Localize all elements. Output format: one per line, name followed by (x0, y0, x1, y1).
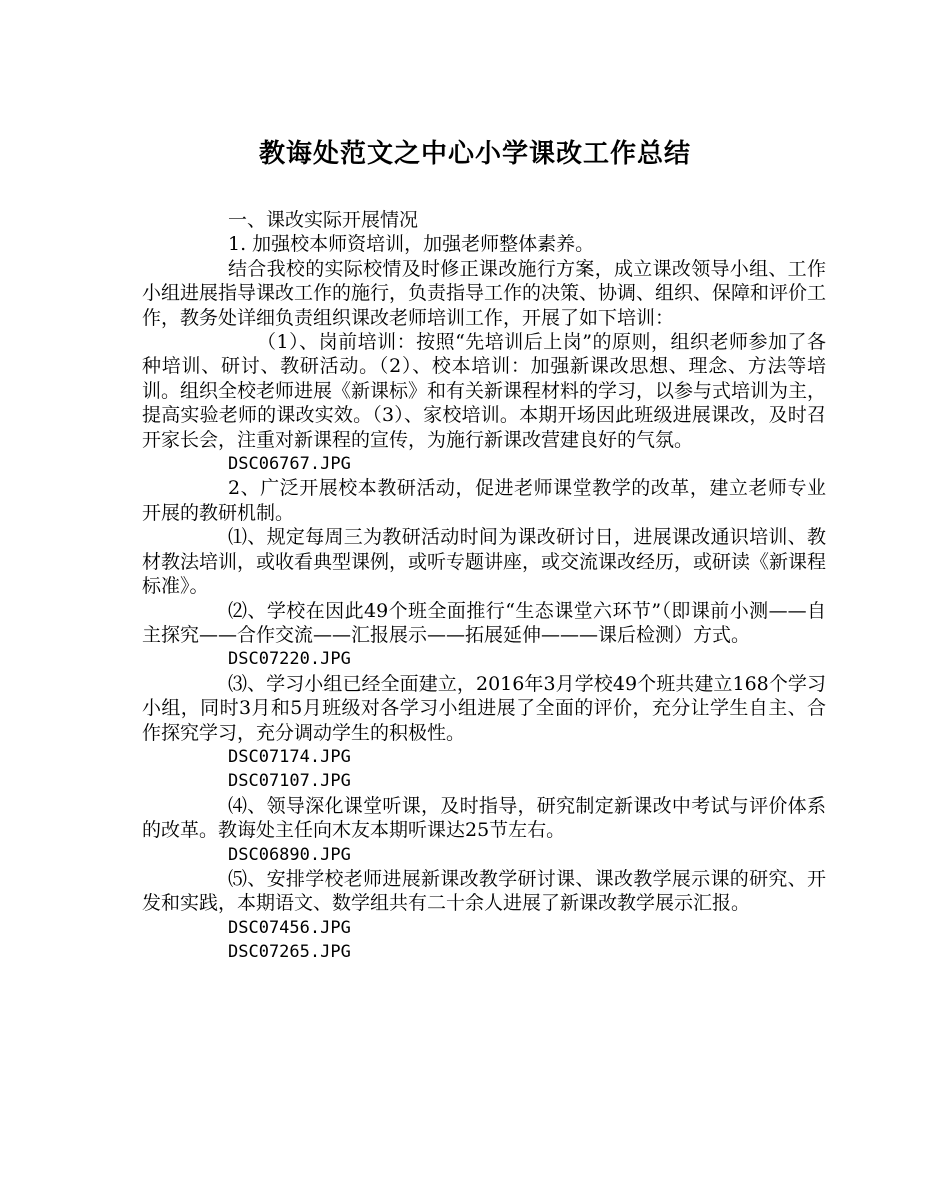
image-filename: DSC07107.JPG (228, 771, 351, 792)
body-paragraph: ⑷、领导深化课堂听课，及时指导，研究制定新课改中考试与评价体系的改革。教诲处主任向木友本期听课达25节左右。 (142, 794, 826, 842)
body-paragraph: ⑵、学校在因此49个班全面推行“生态课堂六环节”（即课前小测——自主探究——合作交流——汇报展示——拓展延伸———课后检测）方式。 (142, 599, 826, 646)
body-paragraph: ⑸、安排学校老师进展新课改教学研讨课、课改教学展示课的研究、开发和实践，本期语文、数学组共有二十余人进展了新课改教学展示汇报。 (142, 867, 826, 915)
section-heading: 一、课改实际开展情况 (228, 209, 419, 231)
image-filename: DSC06890.JPG (228, 844, 351, 865)
body-paragraph: （1）、岗前培训：按照“先培训后上岗”的原则，组织老师参加了各种培训、研讨、教研活动。（2）、校本培训：加强新课改思想、理念、方法等培训。组织全校老师进展《新课标》和有关新课程材料的学习，以参与式培训为主，提高实验老师的课改实效。（3）、家校培训。本期开场因此班级进展课改，及时召开家长会，注重对新课程的宣传，为施行新课改营建良好的气氛。 (142, 331, 827, 451)
document-title: 教诲处范文之中心小学课改工作总结 (258, 139, 691, 169)
document-body (142, 208, 826, 965)
body-paragraph: ⑴、规定每周三为教研活动时间为课改研讨日，进展课改通识培训、教材教法培训，或收看典型课例，或听专题讲座，或交流课改经历，或研读《新课程标准》。 (142, 526, 827, 598)
image-filename: DSC07220.JPG (228, 649, 351, 670)
body-paragraph: ⑶、学习小组已经全面建立，2016年3月学校49个班共建立168个学习小组，同时3月和5月班级对各学习小组进展了全面的评价，充分让学生自主、合作探究学习，充分调动学生的积极性。 (142, 672, 826, 744)
image-filename: DSC07265.JPG (228, 942, 351, 963)
image-filename: DSC07174.JPG (228, 746, 351, 767)
body-paragraph: 结合我校的实际校情及时修正课改施行方案，成立课改领导小组、工作小组进展指导课改工作的施行，负责指导工作的决策、协调、组织、保障和评价工作，教务处详细负责组织课改老师培训工作，开展了如下培训： (142, 257, 827, 329)
image-filename: DSC07456.JPG (228, 917, 351, 938)
subsection-heading: 2、广泛开展校本教研活动，促进老师课堂教学的改革，建立老师专业开展的教研机制。 (142, 477, 826, 524)
image-filename: DSC06767.JPG (228, 454, 351, 475)
subsection-heading: 1. 加强校本师资培训，加强老师整体素养。 (228, 233, 595, 256)
